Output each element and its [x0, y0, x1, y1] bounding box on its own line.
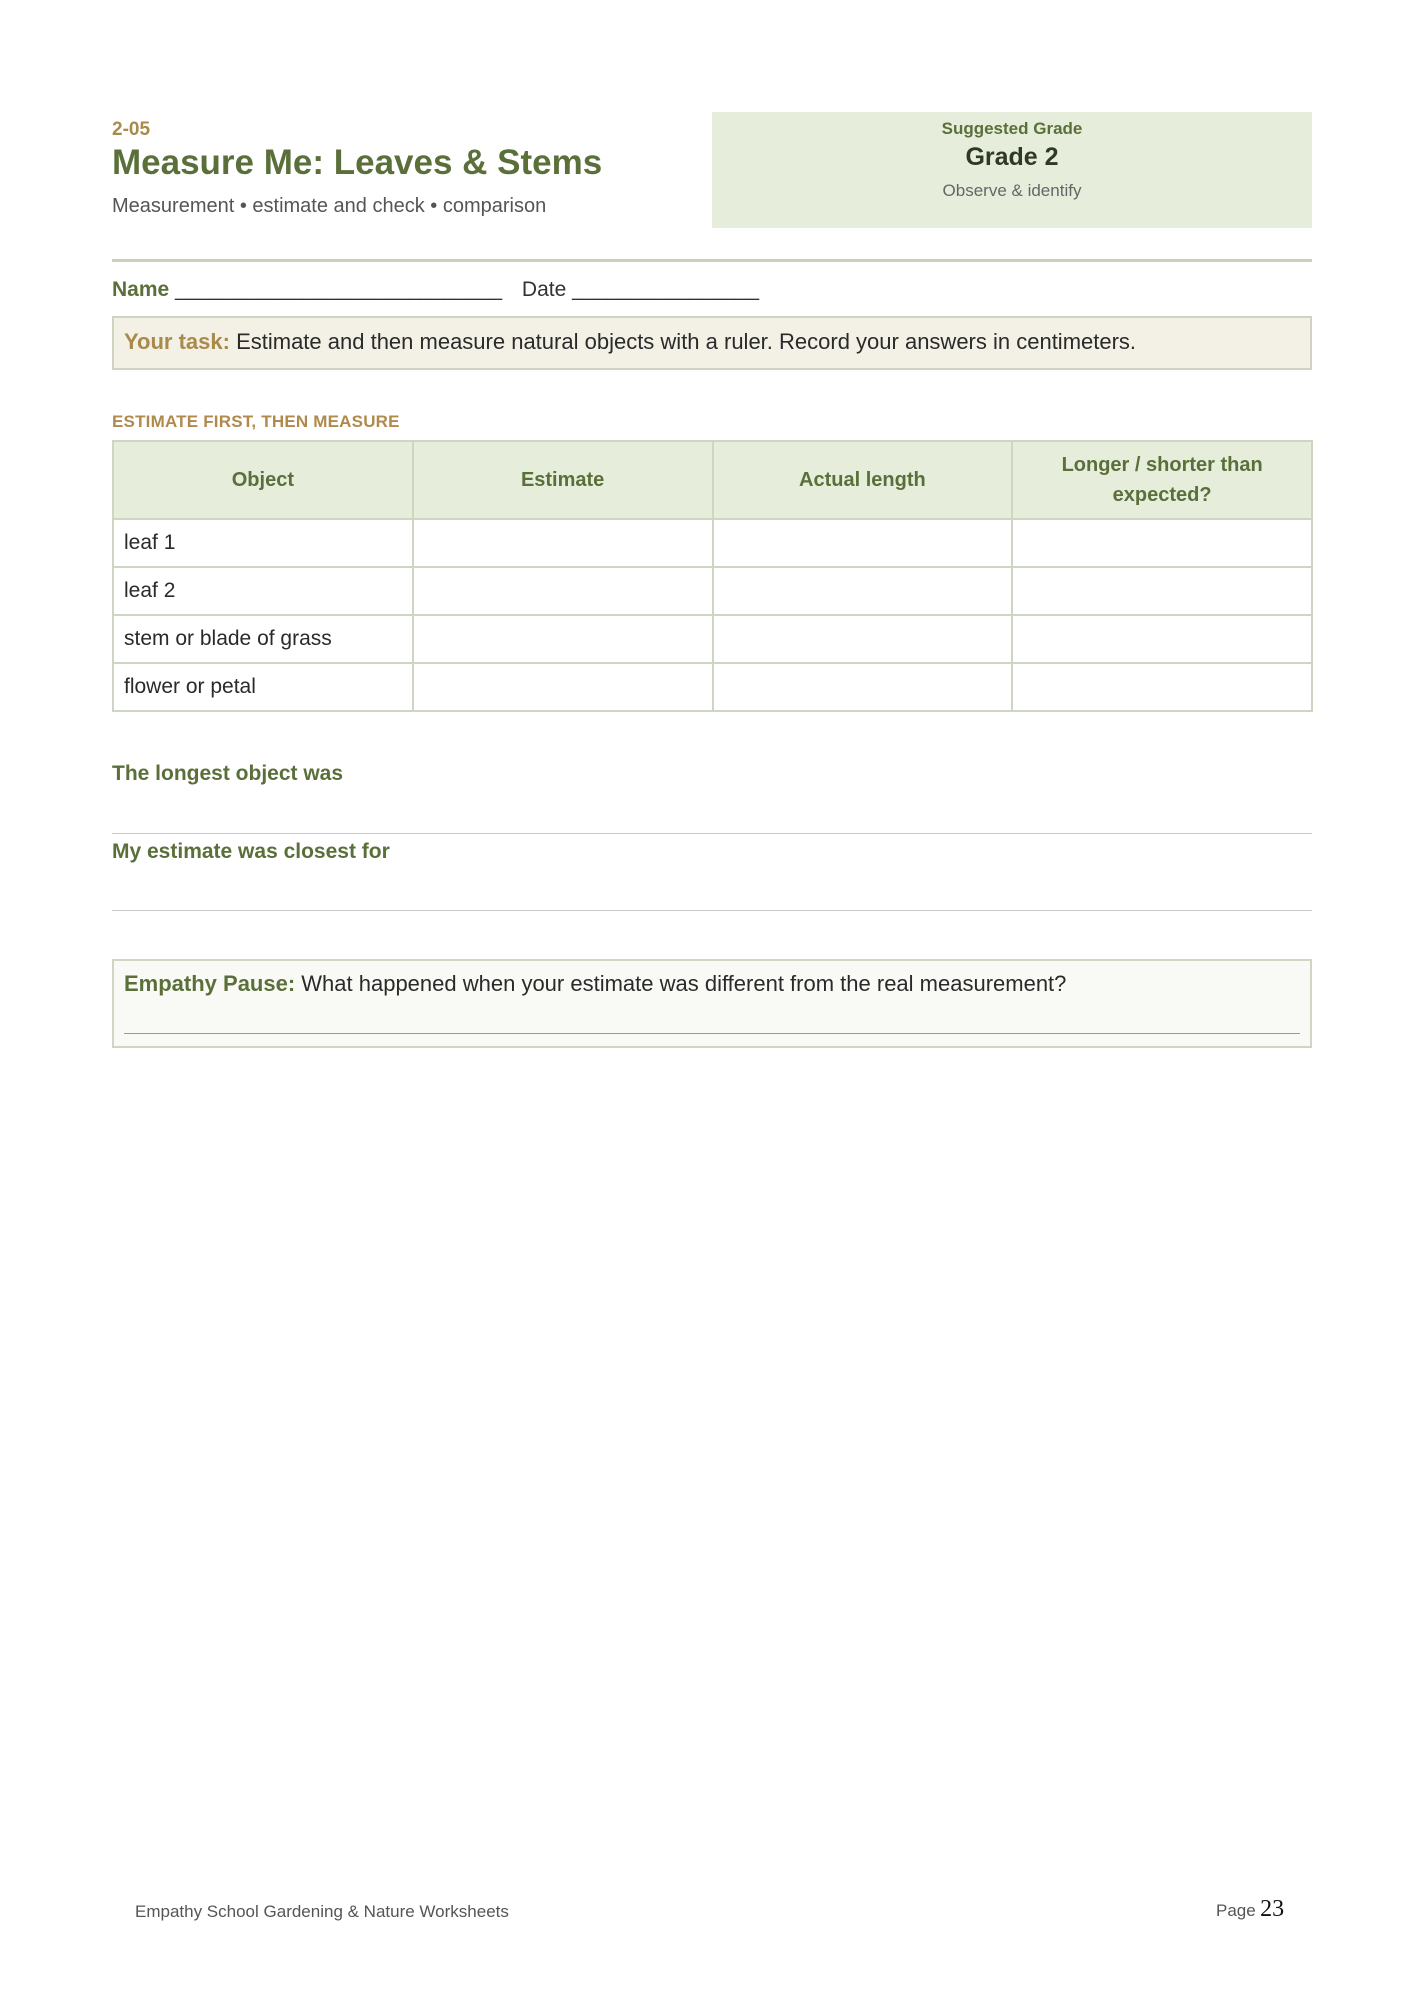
task-box — [112, 316, 1312, 370]
name-blank[interactable]: ____________________________ — [175, 278, 503, 301]
empathy-pause-lead: Empathy Pause: — [124, 971, 296, 996]
worksheet-code: 2-05 — [112, 119, 151, 140]
empathy-pause-text — [124, 971, 1066, 997]
empathy-pause-box — [112, 959, 1312, 1048]
footer-series-title: Empathy School Gardening & Nature Worksheets — [135, 1902, 509, 1921]
comparison-cell[interactable] — [1012, 519, 1312, 567]
grade-label: Suggested Grade — [941, 119, 1083, 138]
empathy-pause-answer-line[interactable] — [124, 1033, 1300, 1034]
longest-object-answer-line[interactable] — [112, 833, 1312, 834]
page-word: Page — [1216, 1901, 1256, 1920]
object-cell: flower or petal — [113, 663, 413, 711]
task-lead: Your task: — [124, 329, 230, 354]
page-title: Measure Me: Leaves & Stems — [112, 143, 603, 182]
student-info-row — [112, 278, 759, 302]
grade-note: Observe & identify — [942, 181, 1082, 200]
empathy-pause-question: What happened when your estimate was different from the real measurement? — [295, 971, 1067, 996]
grade-value: Grade 2 — [965, 143, 1059, 171]
comparison-cell[interactable] — [1012, 663, 1312, 711]
task-body: Estimate and then measure natural objects with a ruler. Record your answers in centimeters. — [229, 329, 1137, 354]
comparison-cell[interactable] — [1012, 615, 1312, 663]
task-text — [124, 329, 1136, 355]
object-cell: stem or blade of grass — [113, 615, 413, 663]
measurement-table — [112, 440, 1313, 712]
page-number — [1216, 1896, 1284, 1923]
header-divider — [112, 259, 1312, 262]
estimate-cell[interactable] — [413, 615, 713, 663]
closest-estimate-prompt: My estimate was closest for — [112, 840, 390, 863]
estimate-cell[interactable] — [413, 519, 713, 567]
section-heading: ESTIMATE FIRST, THEN MEASURE — [112, 412, 400, 431]
column-header-actual-length: Actual length — [713, 441, 1013, 519]
closest-estimate-answer-line[interactable] — [112, 910, 1312, 911]
column-header-object: Object — [113, 441, 413, 519]
actual-length-cell[interactable] — [713, 663, 1013, 711]
name-label: Name — [112, 278, 170, 301]
column-header-comparison: Longer / shorter than expected? — [1012, 441, 1312, 519]
suggested-grade-box — [712, 112, 1312, 228]
table-row — [113, 567, 1312, 615]
estimate-cell[interactable] — [413, 663, 713, 711]
table-row — [113, 615, 1312, 663]
object-cell: leaf 2 — [113, 567, 413, 615]
page-subtitle: Measurement • estimate and check • comparison — [112, 195, 547, 217]
date-label: Date — [521, 278, 567, 301]
table-row — [113, 663, 1312, 711]
date-blank[interactable]: ________________ — [572, 278, 759, 301]
object-cell: leaf 1 — [113, 519, 413, 567]
actual-length-cell[interactable] — [713, 567, 1013, 615]
longest-object-prompt: The longest object was — [112, 762, 344, 785]
actual-length-cell[interactable] — [713, 519, 1013, 567]
estimate-cell[interactable] — [413, 567, 713, 615]
column-header-estimate: Estimate — [413, 441, 713, 519]
table-header-row — [113, 441, 1312, 519]
table-row — [113, 519, 1312, 567]
actual-length-cell[interactable] — [713, 615, 1013, 663]
comparison-cell[interactable] — [1012, 567, 1312, 615]
page-number-value: 23 — [1260, 1896, 1285, 1922]
